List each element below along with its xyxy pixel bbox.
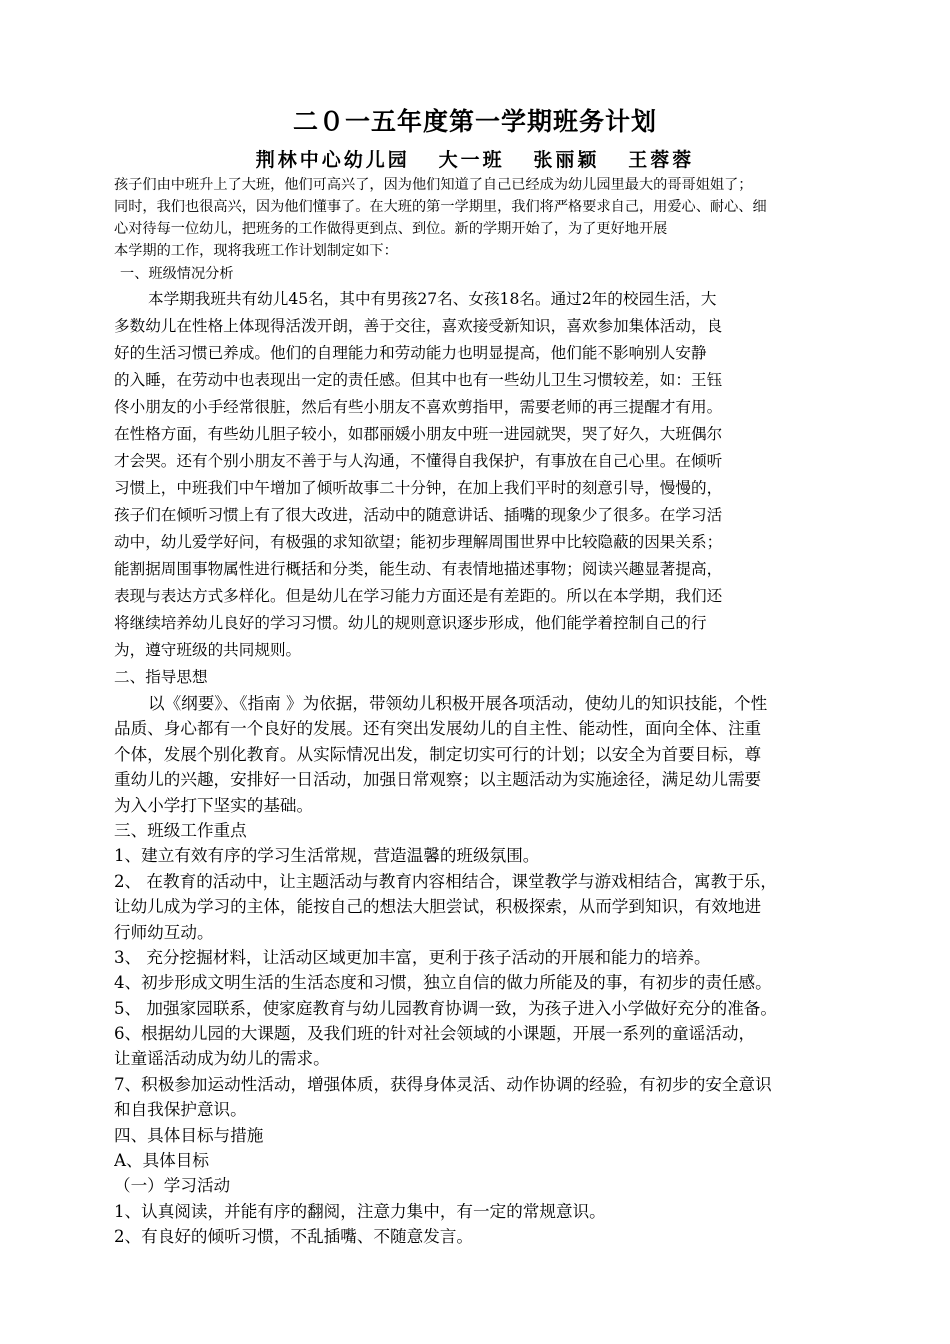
paragraph-line: 多数幼儿在性格上体现得活泼开朗，善于交往，喜欢接受新知识，喜欢参加集体活动，良 (114, 317, 723, 335)
paragraph-line: 动中，幼儿爱学好问，有极强的求知欲望；能初步理解周围世界中比较隐蔽的因果关系； (114, 533, 723, 551)
document-title: 二０一五年度第一学期班务计划 (292, 107, 657, 136)
document-subtitle: 荆林中心幼儿园 大一班 张丽颖 王蓉蓉 (255, 149, 695, 171)
subsection-heading: A、具体目标 (114, 1151, 209, 1171)
list-item: 和自我保护意识。 (114, 1100, 247, 1120)
intro-line: 心对待每一位幼儿，把班务的工作做得更到点、到位。新的学期开始了，为了更好地开展 (114, 221, 668, 237)
paragraph-line: 为，遵守班级的共同规则。 (114, 641, 302, 659)
paragraph-line: 习惯上，中班我们中午增加了倾听故事二十分钟，在加上我们平时的刻意引导，慢慢的， (114, 479, 723, 497)
list-item: 让童谣活动成为幼儿的需求。 (114, 1049, 330, 1069)
list-item: 6、根据幼儿园的大课题，及我们班的针对社会领域的小课题，开展一系列的童谣活动， (114, 1024, 756, 1044)
paragraph-line: 好的生活习惯已养成。他们的自理能力和劳动能力也明显提高，他们能不影响别人安静 (114, 344, 707, 362)
section-heading: 四、具体目标与措施 (114, 1125, 264, 1145)
list-item: 4、初步形成文明生活的生活态度和习惯，独立自信的做力所能及的事，有初步的责任感。 (114, 973, 772, 993)
paragraph-line: 以《纲要》、《指南 》为依据，带领幼儿积极开展各项活动，使幼儿的知识技能，个性 (148, 694, 768, 713)
subsection-heading: （一）学习活动 (114, 1176, 231, 1196)
paragraph-line: 孩子们在倾听习惯上有了很大改进，活动中的随意讲话、插嘴的现象少了很多。在学习活 (114, 506, 723, 524)
paragraph-line: 才会哭。还有个别小朋友不善于与人沟通，不懂得自我保护，有事放在自己心里。在倾听 (114, 452, 723, 470)
list-item: 2、有良好的倾听习惯，不乱插嘴、不随意发言。 (114, 1227, 474, 1247)
list-item: 3、 充分挖掘材料，让活动区域更加丰富，更利于孩子活动的开展和能力的培养。 (114, 947, 711, 967)
list-item: 1、认真阅读，并能有序的翻阅，注意力集中，有一定的常规意识。 (114, 1201, 606, 1221)
paragraph-line: 佟小朋友的小手经常很脏，然后有些小朋友不喜欢剪指甲，需要老师的再三提醒才有用。 (114, 398, 723, 416)
paragraph-line: 将继续培养幼儿良好的学习习惯。幼儿的规则意识逐步形成，他们能学着控制自己的行 (114, 614, 707, 632)
paragraph-line: 在性格方面，有些幼儿胆子较小，如郡丽媛小朋友中班一进园就哭，哭了好久，大班偶尔 (114, 425, 723, 443)
paragraph-line: 能割据周围事物属性进行概括和分类，能生动、有表情地描述事物；阅读兴趣显著提高， (114, 560, 723, 578)
paragraph-line: 本学期我班共有幼儿45名，其中有男孩27名、女孩18名。通过2年的校园生活，大 (148, 290, 717, 308)
section-heading: 三、班级工作重点 (114, 820, 247, 840)
paragraph-line: 个体，发展个别化教育。从实际情况出发，制定切实可行的计划；以安全为首要目标，尊 (114, 744, 762, 764)
paragraph-line: 表现与表达方式多样化。但是幼儿在学习能力方面还是有差距的。所以在本学期，我们还 (114, 587, 723, 605)
intro-line: 本学期的工作，现将我班工作计划制定如下： (114, 243, 398, 259)
list-item: 行师幼互动。 (114, 922, 214, 942)
section-heading: 一、班级情况分析 (120, 266, 234, 282)
paragraph-line: 为入小学打下坚实的基础。 (114, 795, 314, 815)
list-item: 2、 在教育的活动中，让主题活动与教育内容相结合，课堂教学与游戏相结合，寓教于乐， (114, 871, 777, 891)
list-item: 7、积极参加运动性活动，增强体质，获得身体灵活、动作协调的经验，有初步的安全意识 (114, 1074, 772, 1094)
intro-line: 孩子们由中班升上了大班，他们可高兴了，因为他们知道了自己已经成为幼儿园里最大的哥哥姐姐了； (114, 177, 753, 193)
list-item: 1、建立有效有序的学习生活常规，营造温馨的班级氛围。 (114, 846, 540, 866)
list-item: 5、 加强家园联系，使家庭教育与幼儿园教育协调一致，为孩子进入小学做好充分的准备。 (114, 998, 777, 1018)
list-item: 让幼儿成为学习的主体，能按自己的想法大胆尝试，积极探索，从而学到知识，有效地进 (114, 897, 762, 917)
paragraph-line: 品质、身心都有一个良好的发展。还有突出发展幼儿的自主性、能动性，面向全体、注重 (114, 719, 762, 739)
intro-line: 同时，我们也很高兴，因为他们懂事了。在大班的第一学期里，我们将严格要求自己，用爱心、耐心、细 (114, 199, 767, 215)
document-body (114, 174, 844, 1250)
section-heading: 二、指导思想 (114, 668, 208, 686)
paragraph-line: 重幼儿的兴趣，安排好一日活动，加强日常观察；以主题活动为实施途径，满足幼儿需要 (114, 770, 762, 790)
paragraph-line: 的入睡，在劳动中也表现出一定的责任感。但其中也有一些幼儿卫生习惯较差，如：王钰 (114, 371, 723, 389)
